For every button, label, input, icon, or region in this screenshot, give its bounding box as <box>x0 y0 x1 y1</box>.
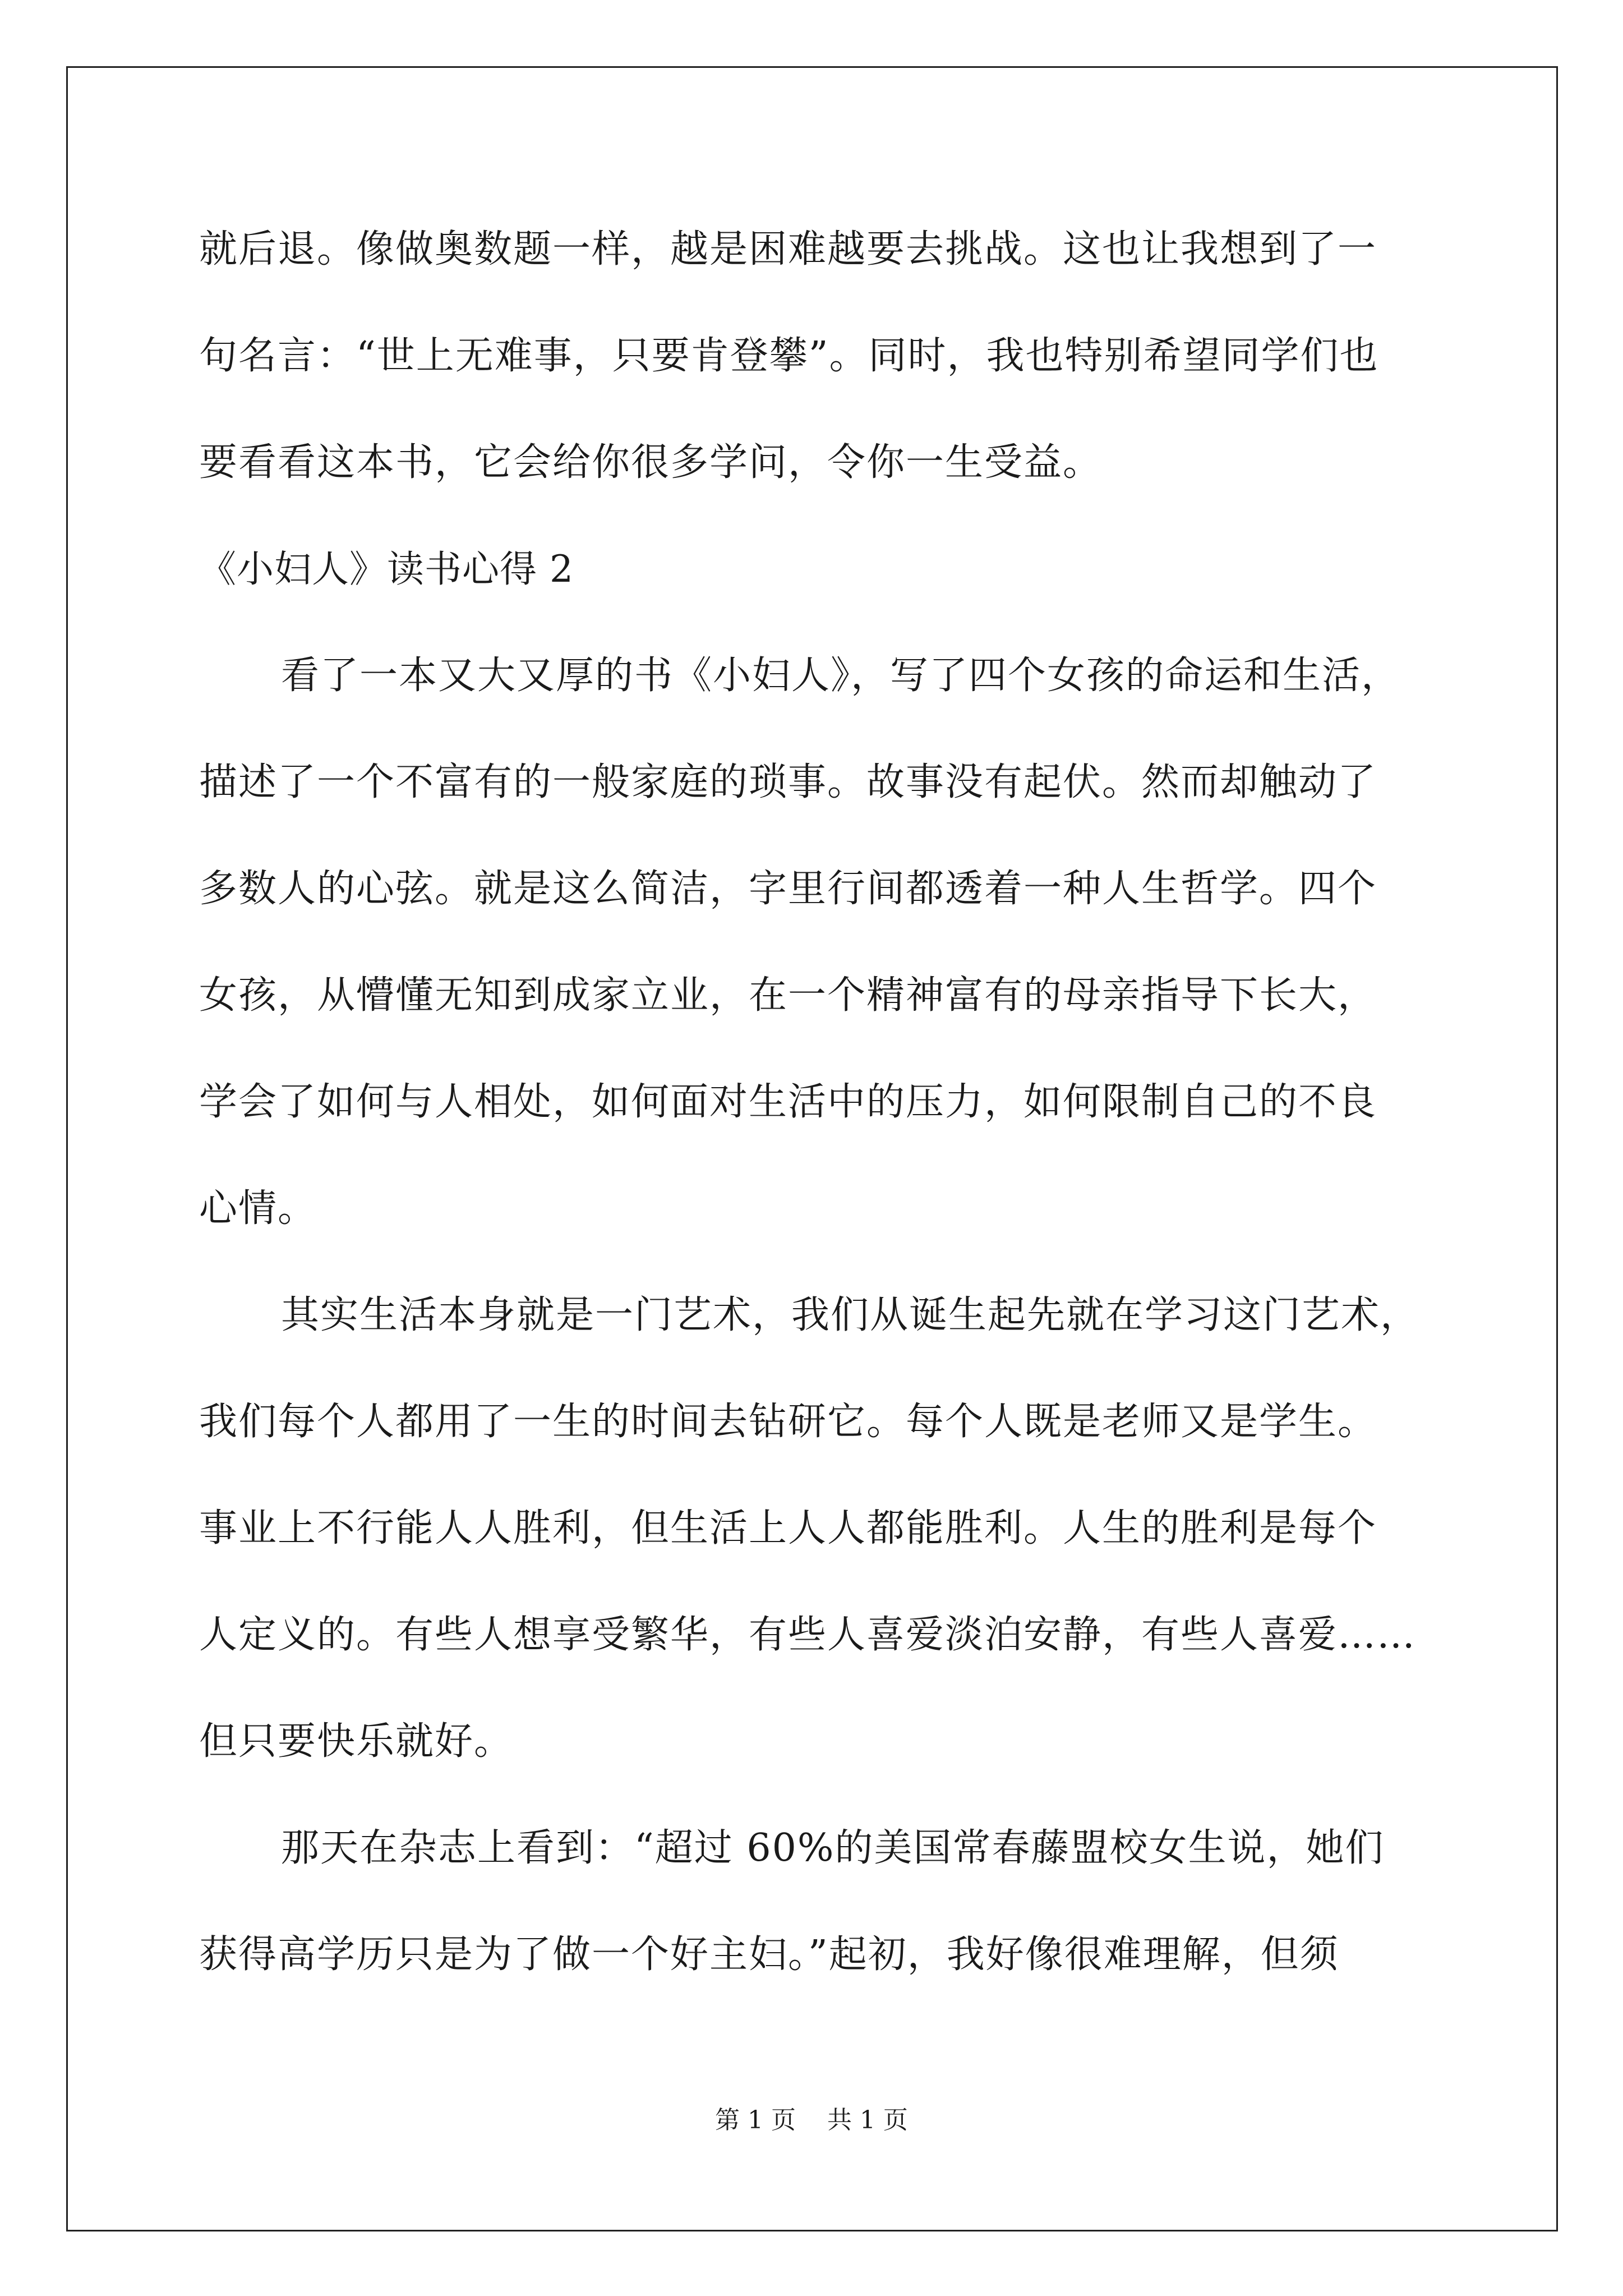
text-line: 描述了一个不富有的一般家庭的琐事。故事没有起伏。然而却触动了 <box>199 760 1377 804</box>
text-line: 多数人的心弦。就是这么简洁，字里行间都透着一种人生哲学。四个 <box>199 867 1377 911</box>
text-line: 句名言：“世上无难事，只要肯登攀”。同时，我也特别希望同学们也 <box>199 334 1379 378</box>
page-footer: 第 1 页 共 1 页 <box>715 2106 908 2134</box>
document-body <box>199 208 1450 2019</box>
text-line: 其实生活本身就是一门艺术，我们从诞生起先就在学习这门艺术， <box>281 1293 1420 1337</box>
text-line: 学会了如何与人相处，如何面对生活中的压力，如何限制自己的不良 <box>199 1080 1377 1124</box>
text-line: 获得高学历只是为了做一个好主妇。”起初，我好像很难理解，但须 <box>199 1932 1339 1977</box>
text-line: 要看看这本书，它会给你很多学问，令你一生受益。 <box>199 440 1103 485</box>
text-line: 心情。 <box>199 1186 317 1231</box>
text-line: 事业上不行能人人胜利，但生活上人人都能胜利。人生的胜利是每个 <box>199 1506 1377 1550</box>
text-line: 人定义的。有些人想享受繁华，有些人喜爱淡泊安静，有些人喜爱…… <box>199 1613 1417 1657</box>
section-heading: 《小妇人》读书心得 2 <box>199 547 574 591</box>
text-line: 那天在杂志上看到：“超过 60%的美国常春藤盟校女生说，她们 <box>281 1826 1385 1870</box>
text-line: 我们每个人都用了一生的时间去钻研它。每个人既是老师又是学生。 <box>199 1400 1377 1444</box>
text-line: 但只要快乐就好。 <box>199 1719 514 1764</box>
text-line: 女孩，从懵懂无知到成家立业，在一个精神富有的母亲指导下长大， <box>199 973 1377 1018</box>
text-line: 看了一本又大又厚的书《小妇人》，写了四个女孩的命运和生活， <box>281 654 1401 698</box>
text-line: 就后退。像做奥数题一样，越是困难越要去挑战。这也让我想到了一 <box>199 227 1377 272</box>
